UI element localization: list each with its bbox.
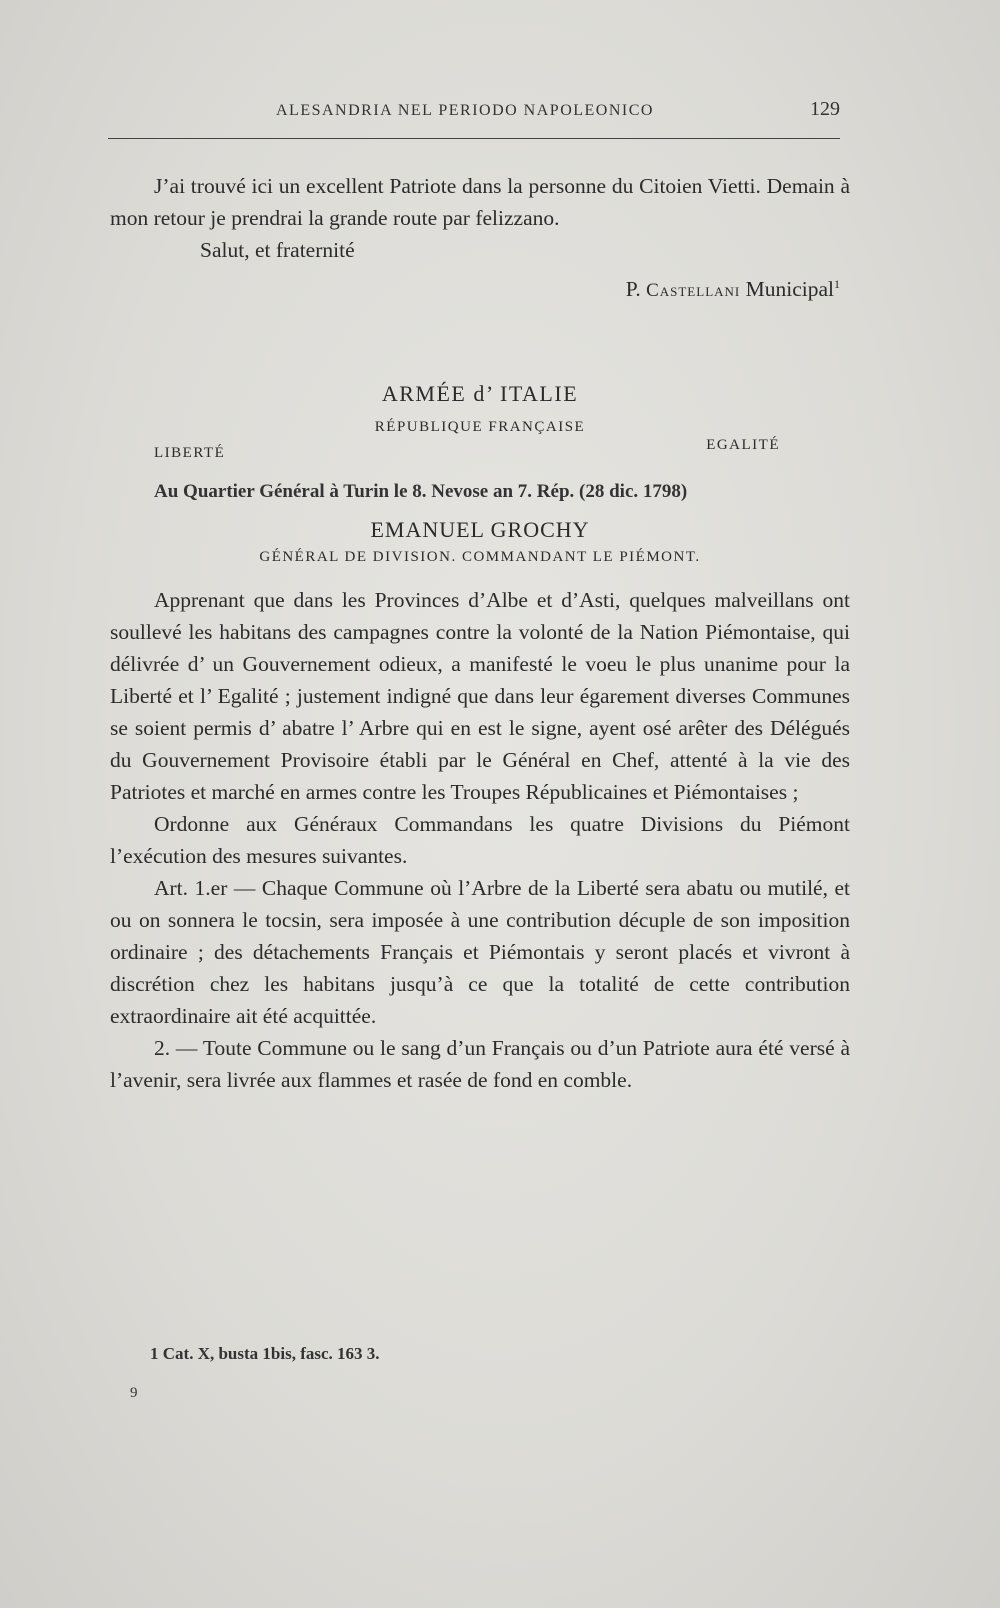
footnote-ref: 1 <box>834 277 840 291</box>
decree-paragraph: Ordonne aux Généraux Commandans les quatre Divisions du Piémont l’exécution des mesures suivantes. <box>110 812 850 869</box>
republic-line <box>110 419 850 479</box>
running-title: ALESANDRIA NEL PERIODO NAPOLEONICO <box>276 102 654 119</box>
egalite-label: EGALITÉ <box>706 437 780 454</box>
general-rank: GÉNÉRAL DE DIVISION. COMMANDANT LE PIÉMONT. <box>259 549 701 566</box>
liberte-label: LIBERTÉ <box>154 445 226 462</box>
letter-salutation: Salut, et fraternité <box>200 238 355 262</box>
signature-mark: 9 <box>130 1385 138 1401</box>
headquarters-line: Au Quartier Général à Turin le 8. Nevose an 7. Rép. (28 dic. 1798) <box>154 481 688 503</box>
decree-article-2: 2. — Toute Commune ou le sang d’un Français ou d’un Patriote aura été versé à l’avenir, sera livrée aux flammes et rasée de fond en comble. <box>110 1036 850 1093</box>
decree-paragraph: Apprenant que dans les Provinces d’Albe et d’Asti, quelques malveillans ont soullevé les habitans des campagnes contre la volonté de la Nation Piémontaise, qui délivrée d’ un Gouvernement odieux, a manifesté le voeu le plus unanime pour la Liberté et l’ Egalité ; justement indigné que dans leur égarement diverses Communes se soient permis d’ abatre l’ Arbre qui en est le signe, ayent osé arêter des Délégués du Gouvernement Provisoire établi par le Général en Chef, attenté à la vie des Patriotes et marché en armes contre les Troupes Républicaines et Piémontaises ; <box>110 588 850 805</box>
decree-title: ARMÉE d’ ITALIE <box>381 381 579 407</box>
general-name: EMANUEL GROCHY <box>370 517 590 543</box>
signature-name: Castellani <box>646 280 741 302</box>
letter-signature <box>110 268 850 307</box>
page-number: 129 <box>810 98 840 120</box>
signature-prefix: P. <box>625 277 641 302</box>
decree-article-1: Art. 1.er — Chaque Commune où l’Arbre de la Liberté sera abatu ou mutilé, et ou on sonnera le tocsin, sera imposée à une contribution décuple de son imposition ordinaire ; des détachements Français et Piémontais y seront placés et vivront à discrétion chez les habitans jusqu’à ce que la totalité de cette contribution extraordinaire ait été acquittée. <box>110 876 850 1029</box>
signature-role: Municipal <box>745 277 834 302</box>
republic-label: RÉPUBLIQUE FRANÇAISE <box>374 419 586 436</box>
footnote: 1 Cat. X, busta 1bis, fasc. 163 3. <box>150 1344 380 1363</box>
page-body <box>110 170 850 1096</box>
letter-paragraph: J’ai trouvé ici un excellent Patriote dans la personne du Citoien Vietti. Demain à mon retour je prendrai la grande route par felizzano. <box>110 174 850 230</box>
page-header <box>110 98 840 128</box>
header-rule <box>108 138 840 139</box>
